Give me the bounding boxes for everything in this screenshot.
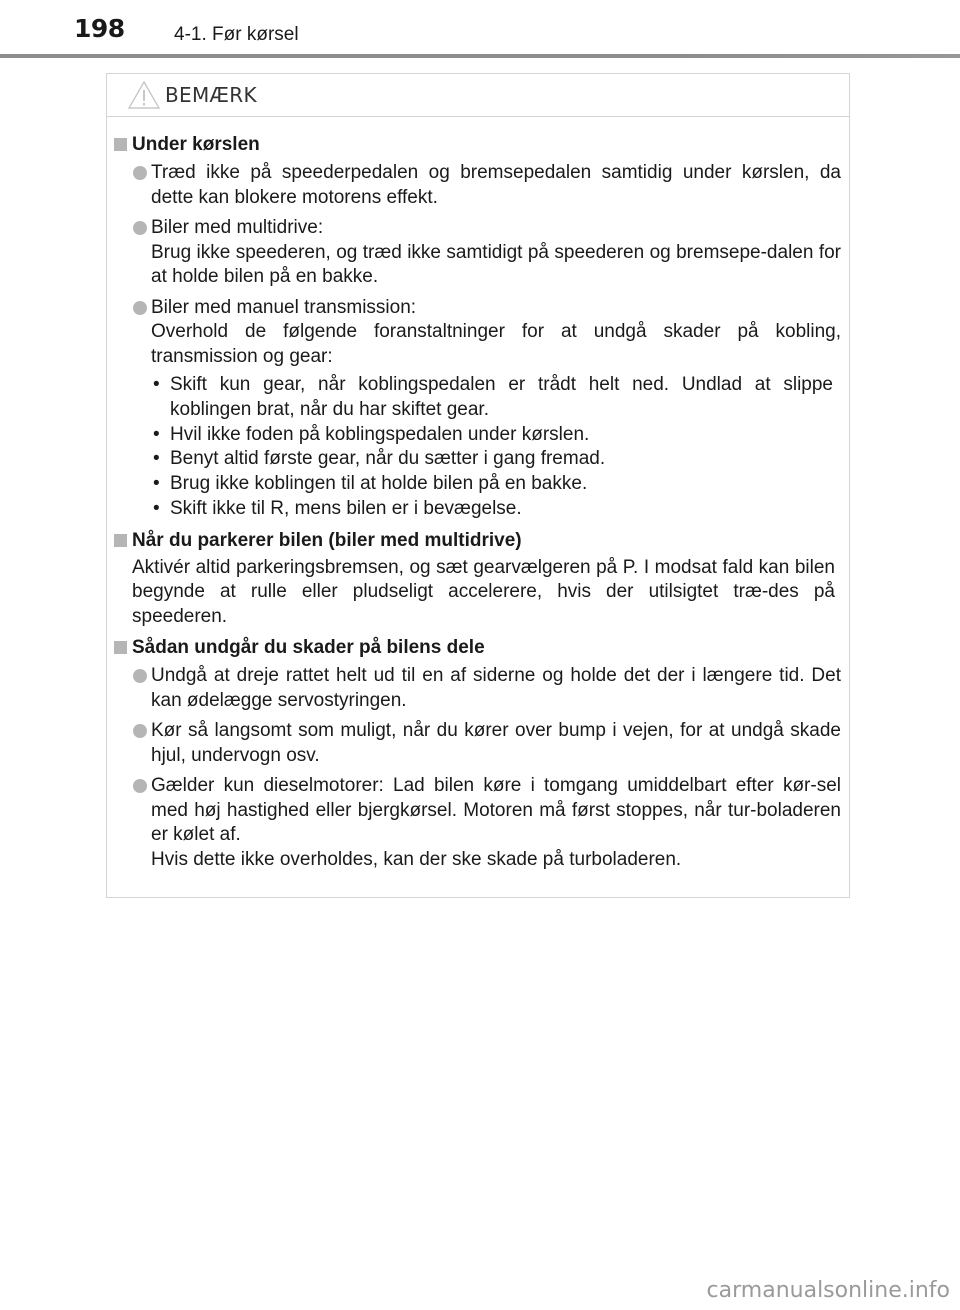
- notice-box: [106, 73, 850, 898]
- page-header: [0, 0, 960, 60]
- square-bullet-icon: [114, 641, 127, 654]
- list-item: [107, 161, 849, 210]
- sub-list-item: [153, 373, 833, 423]
- dot-icon: •: [153, 497, 160, 519]
- sub-list: [107, 373, 849, 522]
- dot-icon: •: [153, 473, 160, 495]
- square-bullet-icon: [114, 534, 127, 547]
- section-paragraph: Aktivér altid parkeringsbremsen, og sæt gearvælgeren på P. I modsat fald kan bilen begynde at rulle eller pludseligt accelerere, hvis der utilsigtet træ-des på speederen.: [132, 556, 835, 627]
- dot-icon: •: [153, 448, 160, 470]
- notice-header: [107, 74, 849, 117]
- sub-list-item: [153, 447, 833, 472]
- sub-list-item-text: Hvil ikke foden på koblingspedalen under kørslen.: [170, 423, 590, 445]
- sub-list-item-text: Skift kun gear, når koblingspedalen er trådt helt ned. Undlad at slippe koblingen brat, når du har skiftet gear.: [170, 374, 833, 420]
- watermark: carmanualsonline.info: [706, 1278, 950, 1303]
- list-item-text: Biler med manuel transmission:: [151, 296, 417, 318]
- circle-bullet-icon: [133, 669, 147, 683]
- sub-list-item: [153, 472, 833, 497]
- notice-body: [107, 132, 849, 878]
- page-number: 198: [74, 14, 125, 43]
- notice-label: BEMÆRK: [165, 83, 257, 107]
- list-item-text: Gælder kun dieselmotorer: Lad bilen køre i tomgang umiddelbart efter kør-sel med høj hastighed eller bjergkørsel. Motoren må først stoppes, når tur-boladeren er kølet af.: [151, 775, 841, 846]
- sub-list-item-text: Benyt altid første gear, når du sætter i gang fremad.: [170, 448, 606, 470]
- section-heading: [107, 528, 849, 553]
- list-item-text: Overhold de følgende foranstaltninger for at undgå skader på kobling, transmission og gear:: [151, 321, 841, 367]
- section-title: 4-1. Før kørsel: [174, 24, 299, 45]
- list-item-text: Hvis dette ikke overholdes, kan der ske skade på turboladeren.: [151, 848, 682, 870]
- list-item-text: Brug ikke speederen, og træd ikke samtidigt på speederen og bremsepe-dalen for at holde bilen på en bakke.: [151, 241, 841, 287]
- circle-bullet-icon: [133, 166, 147, 180]
- section-heading: [107, 132, 849, 157]
- sub-list-item-text: Brug ikke koblingen til at holde bilen på en bakke.: [170, 473, 588, 495]
- list-item: [107, 664, 849, 713]
- list-item-text: Undgå at dreje rattet helt ud til en af siderne og holde det der i længere tid. Det kan ødelægge servostyringen.: [151, 665, 841, 711]
- section-heading-text: Sådan undgår du skader på bilens dele: [132, 637, 485, 659]
- section-heading-text: Når du parkerer bilen (biler med multidrive): [132, 529, 522, 551]
- square-bullet-icon: [114, 138, 127, 151]
- list-item-text: Kør så langsomt som muligt, når du kører over bump i vejen, for at undgå skade hjul, undervogn osv.: [151, 720, 841, 766]
- section-heading-text: Under kørslen: [132, 134, 260, 155]
- list-item: [107, 774, 849, 872]
- dot-icon: •: [153, 423, 160, 445]
- list-item-text: Træd ikke på speederpedalen og bremsepedalen samtidig under kørslen, da dette kan blokere motorens effekt.: [151, 162, 841, 208]
- warning-triangle-icon: [127, 80, 161, 110]
- header-rule: [0, 54, 960, 58]
- list-item-text: Biler med multidrive:: [151, 217, 324, 238]
- dot-icon: •: [153, 374, 160, 395]
- circle-bullet-icon: [133, 221, 147, 235]
- section-heading: [107, 635, 849, 660]
- sub-list-item: [153, 497, 833, 522]
- list-item: [107, 296, 849, 370]
- notice-section: [107, 528, 849, 630]
- notice-section: [107, 132, 849, 522]
- sub-list-item: [153, 423, 833, 448]
- notice-section: [107, 635, 849, 872]
- sub-list-item-text: Skift ikke til R, mens bilen er i bevægelse.: [170, 497, 522, 519]
- list-item: [107, 216, 849, 290]
- circle-bullet-icon: [133, 724, 147, 738]
- circle-bullet-icon: [133, 779, 147, 793]
- circle-bullet-icon: [133, 301, 147, 315]
- list-item: [107, 719, 849, 768]
